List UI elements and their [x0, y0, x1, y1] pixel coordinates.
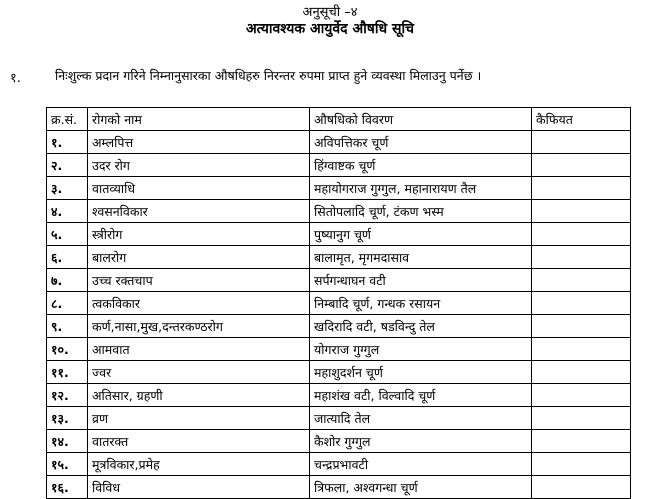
medicine-details-cell: महाशुदर्शन चूर्ण [310, 361, 532, 384]
disease-name-cell: वातरक्त [88, 430, 310, 453]
document-title: अत्यावश्यक आयुर्वेद औषधि सूचि [245, 21, 414, 37]
remarks-cell [532, 338, 631, 361]
serial-number-cell: ९. [47, 315, 88, 338]
remarks-cell [532, 223, 631, 246]
serial-number-cell: १. [47, 131, 88, 154]
disease-name-cell: आमवात [88, 338, 310, 361]
medicine-details-cell: अविपत्तिकर चूर्ण [310, 131, 532, 154]
medicine-details-cell: हिंग्वाष्टक चूर्ण [310, 154, 532, 177]
table-body [47, 131, 631, 499]
table-row [47, 476, 631, 499]
serial-number-cell: ११. [47, 361, 88, 384]
serial-number-cell: १४. [47, 430, 88, 453]
disease-name-cell: उदर रोग [88, 154, 310, 177]
serial-number-cell: ४. [47, 200, 88, 223]
section-text: निःशुल्क प्रदान गरिने निम्नानुसारका औषधिहरु निरन्तर रुपमा प्राप्त हुने व्यवस्था मिलाउनु पर्नेछ । [55, 68, 482, 83]
remarks-cell [532, 361, 631, 384]
serial-number-cell: ३. [47, 177, 88, 200]
header-remarks: कैफियत [532, 108, 631, 131]
medicine-details-cell: त्रिफला, अश्वगन्धा चूर्ण [310, 476, 532, 499]
table-row [47, 200, 631, 223]
table-row [47, 154, 631, 177]
disease-name-cell: श्वसनविकार [88, 200, 310, 223]
remarks-cell [532, 407, 631, 430]
table-row [47, 131, 631, 154]
medicine-details-cell: चन्द्रप्रभावटी [310, 453, 532, 476]
remarks-cell [532, 269, 631, 292]
medicine-details-cell: सितोपलादि चूर्ण, टंकण भस्म [310, 200, 532, 223]
schedule-label: अनुसूची –४ [302, 5, 358, 20]
header-medicine-details: औषधिको विवरण [310, 108, 532, 131]
medicine-details-cell: निम्बादि चूर्ण, गन्धक रसायन [310, 292, 532, 315]
table-row [47, 338, 631, 361]
table-row [47, 292, 631, 315]
serial-number-cell: ५. [47, 223, 88, 246]
disease-name-cell: मूत्रविकार,प्रमेह [88, 453, 310, 476]
medicine-details-cell: महाशंख वटी, विल्वादि चूर्ण [310, 384, 532, 407]
disease-name-cell: वातव्याधि [88, 177, 310, 200]
disease-name-cell: ज्वर [88, 361, 310, 384]
remarks-cell [532, 292, 631, 315]
table-row [47, 430, 631, 453]
disease-name-cell: व्रण [88, 407, 310, 430]
serial-number-cell: ८. [47, 292, 88, 315]
remarks-cell [532, 315, 631, 338]
serial-number-cell: १५. [47, 453, 88, 476]
header-serial-number: क्र.सं. [47, 108, 88, 131]
medicine-details-cell: पुष्यानुग चूर्ण [310, 223, 532, 246]
serial-number-cell: १२. [47, 384, 88, 407]
remarks-cell [532, 200, 631, 223]
serial-number-cell: १०. [47, 338, 88, 361]
disease-name-cell: कर्ण,नासा,मुख,दन्तरकण्ठरोग [88, 315, 310, 338]
medicine-details-cell: बालामृत, मृगमदासाव [310, 246, 532, 269]
disease-name-cell: विविध [88, 476, 310, 499]
table-row [47, 407, 631, 430]
medicine-details-cell: योगराज गुग्गुल [310, 338, 532, 361]
remarks-cell [532, 177, 631, 200]
table-header-row [47, 108, 631, 131]
medicine-details-cell: सर्पगन्धाघन वटी [310, 269, 532, 292]
medicine-details-cell: खदिरादि वटी, षडविन्दु तेल [310, 315, 532, 338]
remarks-cell [532, 476, 631, 499]
remarks-cell [532, 384, 631, 407]
disease-name-cell: अतिसार, ग्रहणी [88, 384, 310, 407]
disease-name-cell: अम्लपित्त [88, 131, 310, 154]
medicine-table [46, 107, 631, 499]
remarks-cell [532, 430, 631, 453]
disease-name-cell: बालरोग [88, 246, 310, 269]
table-row [47, 269, 631, 292]
medicine-details-cell: महायोगराज गुग्गुल, महानारायण तैल [310, 177, 532, 200]
table-row [47, 223, 631, 246]
disease-name-cell: स्त्रीरोग [88, 223, 310, 246]
header-disease-name: रोगको नाम [88, 108, 310, 131]
disease-name-cell: त्वकविकार [88, 292, 310, 315]
medicine-details-cell: जात्यादि तेल [310, 407, 532, 430]
serial-number-cell: ७. [47, 269, 88, 292]
table-row [47, 361, 631, 384]
table-row [47, 177, 631, 200]
remarks-cell [532, 246, 631, 269]
remarks-cell [532, 453, 631, 476]
table-row [47, 384, 631, 407]
section-number: १. [10, 71, 21, 86]
serial-number-cell: २. [47, 154, 88, 177]
serial-number-cell: ६. [47, 246, 88, 269]
table-row [47, 246, 631, 269]
medicine-details-cell: कैशोर गुग्गुल [310, 430, 532, 453]
table-row [47, 453, 631, 476]
serial-number-cell: १३. [47, 407, 88, 430]
remarks-cell [532, 154, 631, 177]
remarks-cell [532, 131, 631, 154]
serial-number-cell: १६. [47, 476, 88, 499]
table-row [47, 315, 631, 338]
disease-name-cell: उच्च रक्तचाप [88, 269, 310, 292]
